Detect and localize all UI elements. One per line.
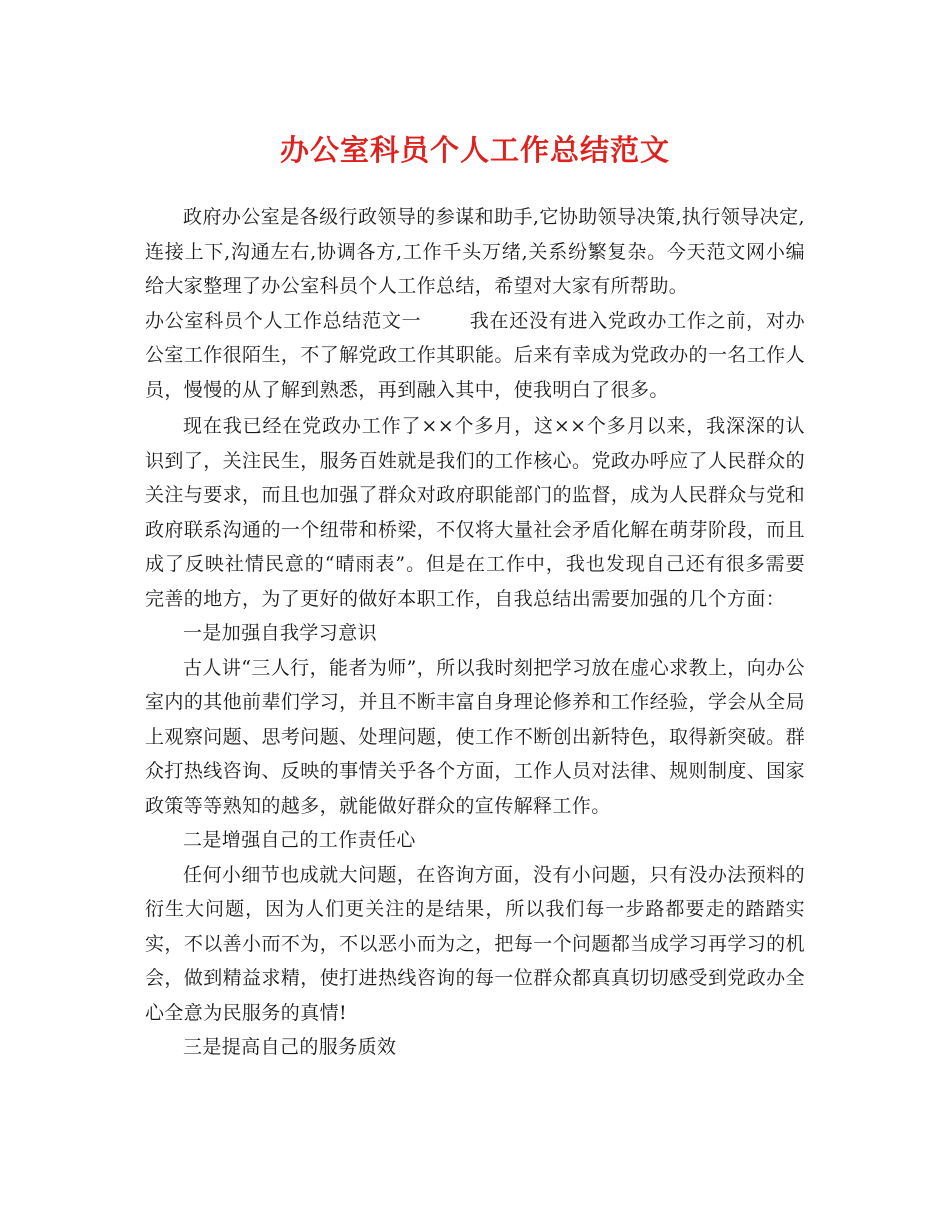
current-work-paragraph: 现在我已经在党政办工作了××个多月，这××个多月以来，我深深的认识到了，关注民生，服务百姓就是我们的工作核心。党政办呼应了人民群众的关注与要求，而且也加强了群众对政府职能部门的监督，成为人民群众与党和政府联系沟通的一个纽带和桥梁，不仅将大量社会矛盾化解在萌芽阶段，而且成了反映社情民意的“晴雨表”。但是在工作中，我也发现自己还有很多需要完善的地方，为了更好的做好本职工作，自我总结出需要加强的几个方面： bbox=[145, 415, 805, 610]
document-page bbox=[145, 130, 805, 1065]
heading-learning: 一是加强自我学习意识 bbox=[183, 622, 378, 644]
heading-service-quality: 三是提高自己的服务质效 bbox=[183, 1036, 397, 1058]
section-one-paragraph bbox=[145, 304, 805, 408]
responsibility-paragraph: 任何小细节也成就大问题，在咨询方面，没有小问题，只有没办法预料的衍生大问题，因为人们更关注的是结果，所以我们每一步路都要走的踏踏实实，不以善小而不为，不以恶小而为之，把每一个问题都当成学习再学习的机会，做到精益求精，使打进热线咨询的每一位群众都真真切切感受到党政办全心全意为民服务的真情! bbox=[145, 863, 805, 1024]
section-one-text: 我在还没有进入党政办工作之前，对办公室工作很陌生，不了解党政工作其职能。后来有幸成为党政办的一名工作人员，慢慢的从了解到熟悉，再到融入其中，使我明白了很多。 bbox=[145, 309, 805, 401]
learning-paragraph: 古人讲“三人行，能者为师”，所以我时刻把学习放在虚心求教上，向办公室内的其他前辈们学习，并且不断丰富自身理论修养和工作经验，学会从全局上观察问题、思考问题、处理问题，使工作不断创出新特色，取得新突破。群众打热线咨询、反映的事情关乎各个方面，工作人员对法律、规则制度、国家政策等等熟知的越多，就能做好群众的宣传解释工作。 bbox=[145, 656, 805, 817]
heading-responsibility: 二是增强自己的工作责任心 bbox=[183, 829, 416, 851]
intro-paragraph: 政府办公室是各级行政领导的参谋和助手,它协助领导决策,执行领导决定,连接上下,沟通左右,协调各方,工作千头万绪,关系纷繁复杂。今天范文网小编给大家整理了办公室科员个人工作总结，希望对大家有所帮助。 bbox=[145, 206, 805, 297]
document-title: 办公室科员个人工作总结范文 bbox=[279, 133, 670, 167]
section-one-label: 办公室科员个人工作总结范文一 bbox=[145, 309, 422, 332]
